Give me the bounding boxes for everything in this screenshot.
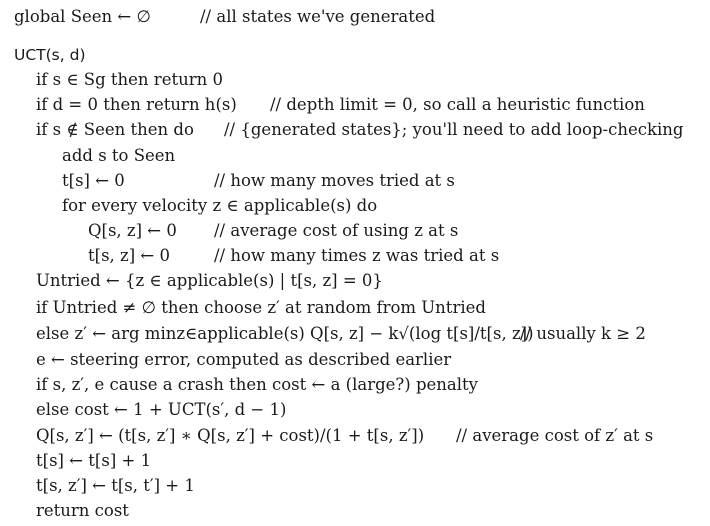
code-line-9 [36,270,383,292]
code-line-3 [36,119,684,141]
code-line-15 [36,425,654,447]
code-line-15-code: Q[s, z′] ← (t[s, z′] ∗ Q[s, z′] + cost)/(1 + t[s, z′]) [36,426,425,445]
code-line-12-code: e ← steering error, computed as described earlier [36,350,452,369]
code-line-11 [36,323,646,345]
code-line-9-code: Untried ← {z ∈ applicable(s) | t[s, z] = 0} [36,271,383,290]
code-line-7-comment: // average cost of using z at s [214,221,459,240]
code-line-14 [36,399,286,421]
code-line-5 [62,170,455,192]
code-line-17 [36,475,195,497]
global-seen-code: global Seen ← ∅ [14,7,151,26]
code-line-1 [36,69,223,91]
code-line-16 [36,450,151,472]
code-line-1-code: if s ∈ Sg then return 0 [36,70,223,89]
code-line-4-code: add s to Seen [62,146,176,165]
code-line-8-code: t[s, z] ← 0 [88,246,170,265]
code-line-2-code: if d = 0 then return h(s) [36,95,237,114]
code-line-13 [36,374,478,396]
code-line-7 [88,220,459,242]
code-line-2-comment: // depth limit = 0, so call a heuristic function [270,95,645,114]
code-line-15-comment: // average cost of z′ at s [456,426,654,445]
code-line-3-code: if s ∉ Seen then do [36,120,194,139]
code-line-4 [62,145,175,167]
code-line-16-code: t[s] ← t[s] + 1 [36,451,152,470]
code-line-7-code: Q[s, z] ← 0 [88,221,177,240]
code-line-10 [36,297,486,319]
code-line-17-code: t[s, z′] ← t[s, t′] + 1 [36,476,195,495]
code-line-6 [62,195,377,217]
code-line-5-comment: // how many moves tried at s [214,171,455,190]
code-line-12 [36,349,451,371]
code-line-11-code: else z′ ← arg minz∈applicable(s) Q[s, z] − k√(log t[s]/t[s, z]) [36,324,534,343]
code-line-18 [36,500,129,522]
code-line-2 [36,94,645,116]
code-line-8 [88,245,500,267]
code-line-14-code: else cost ← 1 + UCT(s′, d − 1) [36,400,287,419]
code-line-6-code: for every velocity z ∈ applicable(s) do [62,196,378,215]
global-seen-comment: // all states we've generated [200,7,436,26]
global-seen-line [14,6,436,28]
code-line-18-code: return cost [36,501,129,520]
code-line-10-code: if Untried ≠ ∅ then choose z′ at random from Untried [36,298,486,317]
code-line-11-comment: // usually k ≥ 2 [520,324,646,343]
code-line-13-code: if s, z′, e cause a crash then cost ← a (large?) penalty [36,375,478,394]
code-line-3-comment: // {generated states}; you'll need to add loop-checking [224,120,684,139]
function-signature: UCT(s, d) [14,46,86,64]
code-line-8-comment: // how many times z was tried at s [214,246,500,265]
code-line-5-code: t[s] ← 0 [62,171,125,190]
